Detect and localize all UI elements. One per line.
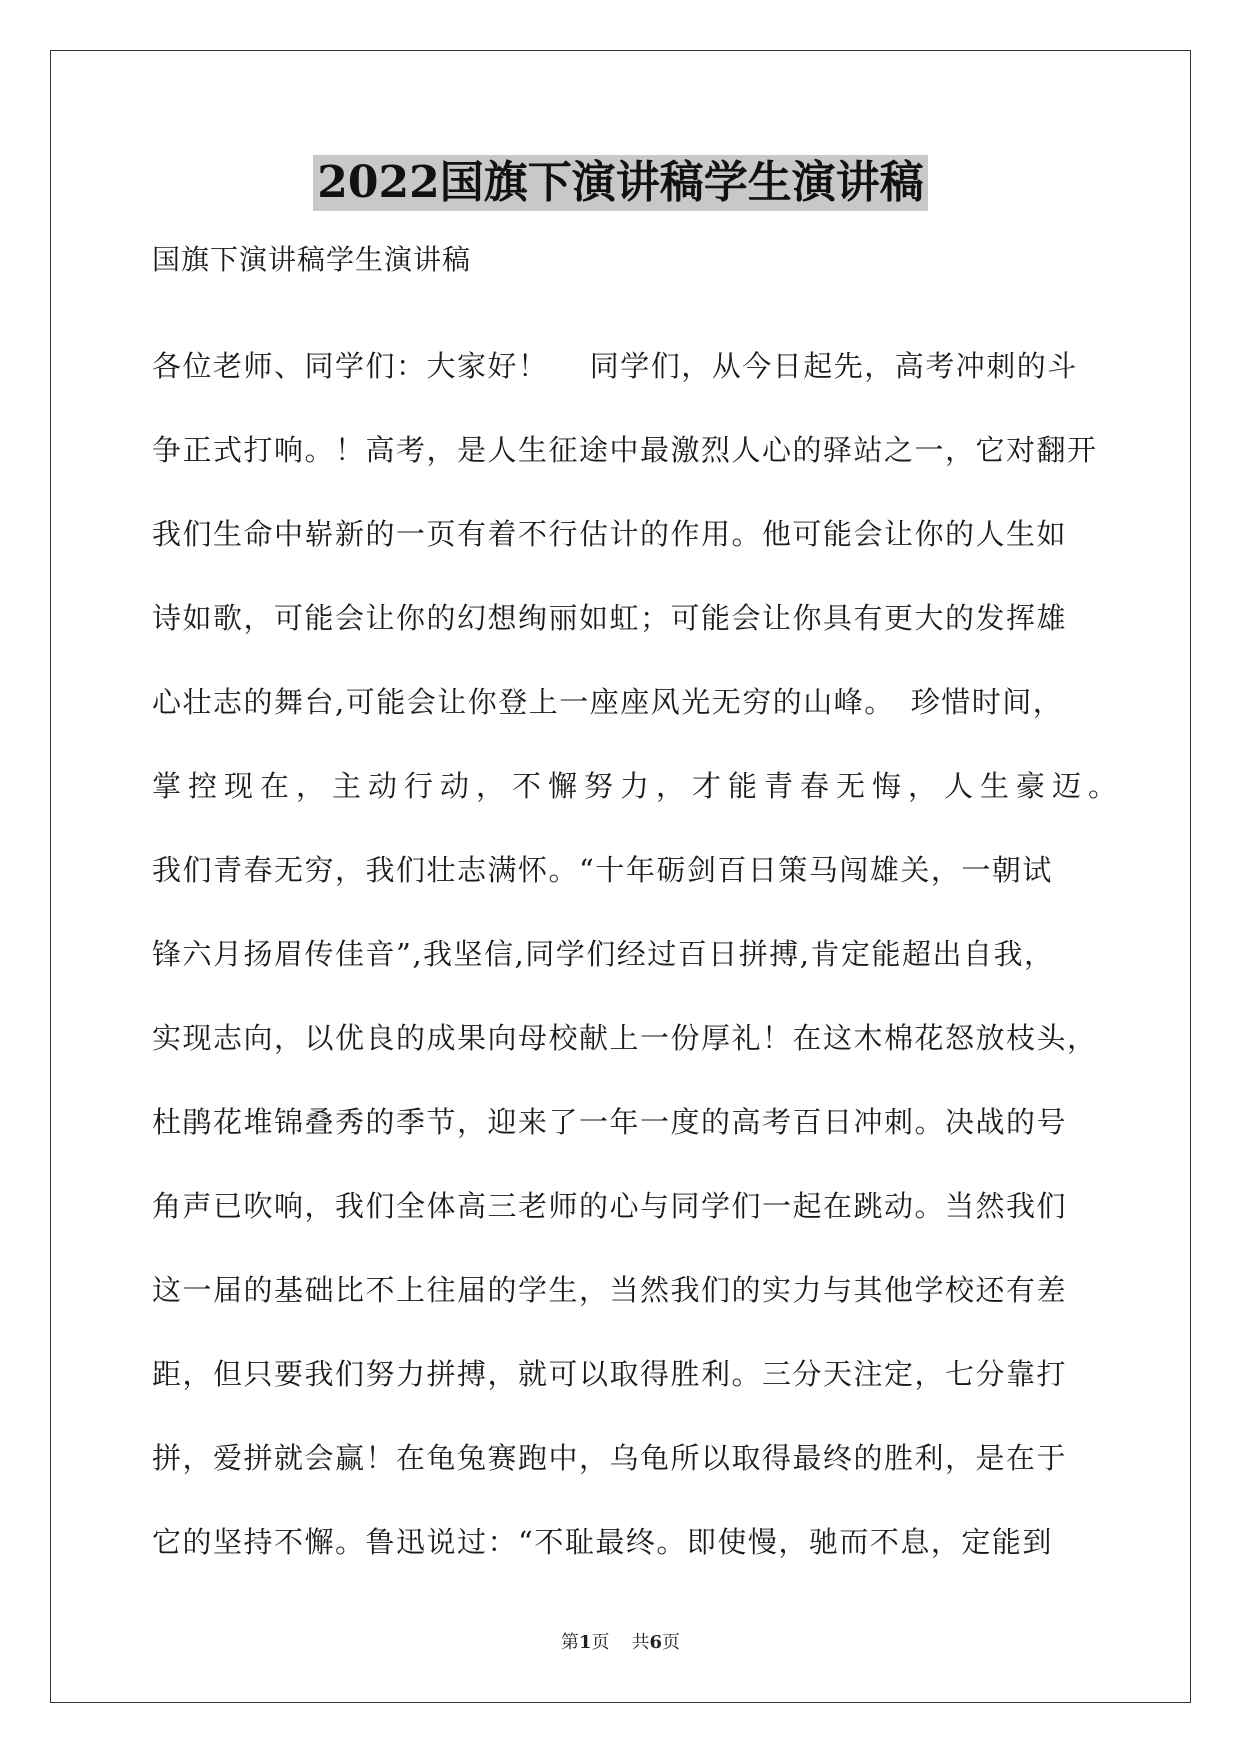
body-line-11: 角声已吹响，我们全体高三老师的心与同学们一起在跳动。当然我们 — [152, 1189, 1068, 1223]
page-footer — [0, 1628, 1241, 1654]
body-line-8: 锋六月扬眉传佳音”,我坚信,同学们经过百日拼搏,肯定能超出自我， — [152, 937, 1055, 971]
current-page-number: 1 — [578, 1632, 592, 1653]
body-line-2: 争正式打响。！高考，是人生征途中最激烈人心的驿站之一，它对翻开 — [152, 433, 1098, 467]
page-suffix: 页 — [591, 1632, 610, 1653]
body-line-13: 距，但只要我们努力拼搏，就可以取得胜利。三分天注定，七分靠打 — [152, 1357, 1068, 1391]
body-line-6: 掌控现在，主动行动，不懈努力，才能青春无悔，人生豪迈。 — [152, 769, 1125, 803]
page-prefix: 第 — [560, 1632, 579, 1653]
body-line-5: 心壮志的舞台,可能会让你登上一座座风光无穷的山峰。 珍惜时间， — [152, 685, 1064, 719]
body-line-15: 它的坚持不懈。鲁迅说过：“不耻最终。即使慢，驰而不息，定能到 — [152, 1525, 1053, 1559]
total-suffix: 页 — [662, 1632, 681, 1653]
total-prefix: 共 — [631, 1632, 650, 1653]
title-container — [0, 155, 1241, 211]
document-subtitle: 国旗下演讲稿学生演讲稿 — [152, 243, 472, 276]
document-body — [152, 240, 1125, 1584]
body-line-12: 这一届的基础比不上往届的学生，当然我们的实力与其他学校还有差 — [152, 1273, 1068, 1307]
total-page-count: 6 — [649, 1632, 663, 1653]
body-line-14: 拼，爱拼就会赢！在龟兔赛跑中，乌龟所以取得最终的胜利，是在于 — [152, 1441, 1068, 1475]
body-line-1: 各位老师、同学们：大家好！ 同学们，从今日起先，高考冲刺的斗 — [152, 349, 1078, 383]
body-line-10: 杜鹃花堆锦叠秀的季节，迎来了一年一度的高考百日冲刺。决战的号 — [152, 1105, 1068, 1139]
body-line-9: 实现志向，以优良的成果向母校献上一份厚礼！在这木棉花怒放枝头， — [152, 1021, 1098, 1055]
body-line-7: 我们青春无穷，我们壮志满怀。“十年砺剑百日策马闯雄关，一朝试 — [152, 853, 1053, 887]
body-line-4: 诗如歌，可能会让你的幻想绚丽如虹；可能会让你具有更大的发挥雄 — [152, 601, 1068, 635]
body-line-3: 我们生命中崭新的一页有着不行估计的作用。他可能会让你的人生如 — [152, 517, 1068, 551]
document-title: 2022国旗下演讲稿学生演讲稿 — [313, 155, 927, 211]
